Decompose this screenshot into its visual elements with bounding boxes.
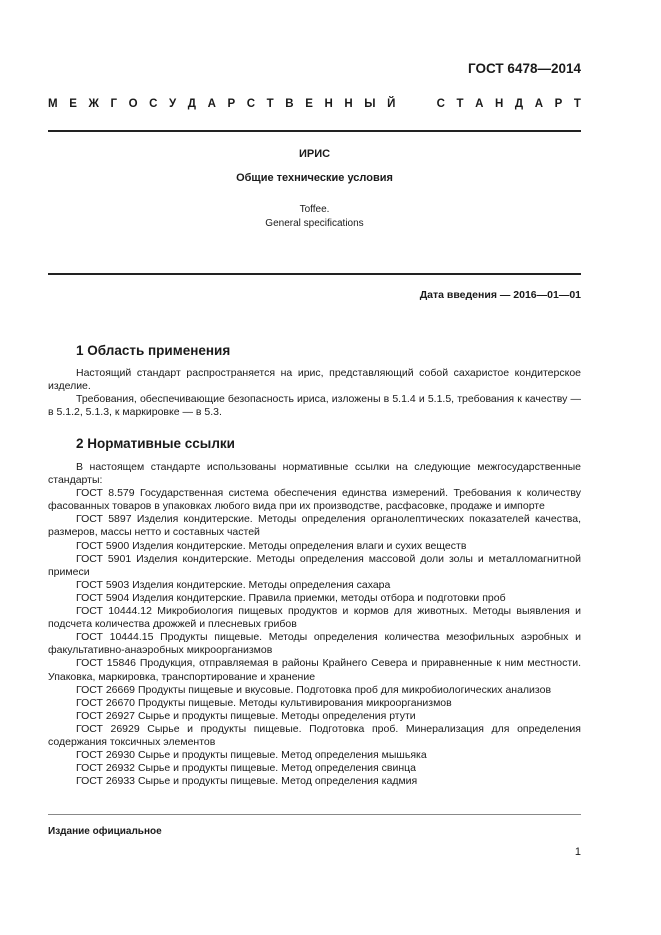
section-2-intro: В настоящем стандарте использованы нормативные ссылки на следующие межгосударственные стандарты:	[48, 461, 581, 487]
reference-item: ГОСТ 26929 Сырье и продукты пищевые. Подготовка проб. Минерализация для определения содержания токсичных элементов	[48, 722, 581, 748]
interstate-letter: С	[436, 98, 445, 110]
interstate-letter: Н	[495, 98, 504, 110]
document-subtitle: Общие технические условия	[236, 172, 393, 184]
reference-item: ГОСТ 5897 Изделия кондитерские. Методы определения органолептических показателей качества, размеров, массы нетто и составных частей	[48, 513, 581, 539]
interstate-letter: М	[48, 98, 58, 110]
document-title: ИРИС	[298, 148, 331, 160]
reference-item: ГОСТ 5903 Изделия кондитерские. Методы определения сахара	[76, 578, 391, 591]
reference-item: ГОСТ 5904 Изделия кондитерские. Правила приемки, методы отбора и подготовки проб	[76, 591, 506, 604]
interstate-letter: Н	[344, 98, 353, 110]
interstate-letter: Д	[187, 98, 196, 110]
section-2-body	[48, 461, 581, 788]
english-title: Toffee.	[299, 204, 330, 215]
interstate-letter	[422, 98, 425, 110]
interstate-letter: Т	[266, 98, 274, 110]
interstate-letter: У	[169, 98, 177, 110]
reference-item: ГОСТ 26932 Сырье и продукты пищевые. Метод определения свинца	[76, 762, 416, 775]
interstate-standard-heading	[48, 98, 581, 110]
interstate-letter: А	[475, 98, 484, 110]
middle-rule	[48, 273, 581, 275]
interstate-letter: Н	[324, 98, 333, 110]
interstate-letter: Т	[456, 98, 464, 110]
interstate-letter: С	[246, 98, 256, 110]
interstate-letter: Ы	[364, 98, 376, 110]
english-title-block	[48, 203, 581, 231]
interstate-letter: Й	[387, 98, 396, 110]
interstate-letter: Е	[305, 98, 313, 110]
section-2-heading: 2 Нормативные ссылки	[76, 436, 235, 451]
introduction-date: Дата введения — 2016—01—01	[419, 289, 581, 301]
reference-item: ГОСТ 8.579 Государственная система обеспечения единства измерений. Требования к количеству фасованных товаров в упаковках любого вида при их производстве, расфасовке, продаже и импорте	[48, 487, 581, 513]
document-code: ГОСТ 6478—2014	[468, 61, 581, 76]
reference-item: ГОСТ 26669 Продукты пищевые и вкусовые. Подготовка проб для микробиологических анализов	[76, 683, 552, 696]
reference-item: ГОСТ 15846 Продукция, отправляемая в районы Крайнего Севера и приравненные к ним местности. Упаковка, маркировка, транспортирование и хранение	[48, 657, 581, 683]
reference-item: ГОСТ 26933 Сырье и продукты пищевые. Метод определения кадмия	[76, 775, 418, 788]
top-rule	[48, 130, 581, 132]
reference-item: ГОСТ 10444.15 Продукты пищевые. Методы определения количества мезофильных аэробных и факультативно-анаэробных микроорганизмов	[48, 631, 581, 657]
interstate-letter: Г	[110, 98, 117, 110]
page-number: 1	[574, 846, 581, 858]
reference-item: ГОСТ 5900 Изделия кондитерские. Методы определения влаги и сухих веществ	[76, 539, 467, 552]
official-edition-label: Издание официальное	[48, 826, 162, 837]
interstate-letter: Р	[227, 98, 236, 110]
reference-item: ГОСТ 26927 Сырье и продукты пищевые. Методы определения ртути	[76, 709, 416, 722]
reference-item: ГОСТ 10444.12 Микробиология пищевых продуктов и кормов для животных. Методы выявления и подсчета количества дрожжей и плесневых грибов	[48, 605, 581, 631]
interstate-letter: О	[128, 98, 138, 110]
interstate-letter: А	[534, 98, 544, 110]
interstate-letter: С	[149, 98, 158, 110]
interstate-letter: Ж	[88, 98, 99, 110]
section-1-heading: 1 Область применения	[76, 343, 231, 358]
english-subtitle: General specifications	[265, 218, 364, 229]
interstate-letter: Т	[573, 98, 581, 110]
interstate-letter: А	[207, 98, 216, 110]
interstate-letter: Р	[554, 98, 563, 110]
interstate-letter	[407, 98, 410, 110]
footer-rule	[48, 814, 581, 815]
reference-item: ГОСТ 26670 Продукты пищевые. Методы культивирования микроорганизмов	[76, 696, 452, 709]
reference-item: ГОСТ 5901 Изделия кондитерские. Методы определения массовой доли золы и металломагнитной примеси	[48, 552, 581, 578]
interstate-letter: В	[285, 98, 294, 110]
section-1-paragraph: Требования, обеспечивающие безопасность ириса, изложены в 5.1.4 и 5.1.5, требования к качеству — в 5.1.2, 5.1.3, к маркировке — в 5.3.	[48, 393, 581, 419]
section-1-paragraph: Настоящий стандарт распространяется на ирис, представляющий собой сахаристое кондитерское изделие.	[48, 367, 581, 393]
section-1-body	[48, 367, 581, 419]
interstate-letter: Е	[69, 98, 77, 110]
reference-item: ГОСТ 26930 Сырье и продукты пищевые. Метод определения мышьяка	[76, 749, 427, 762]
interstate-letter: Д	[514, 98, 524, 110]
